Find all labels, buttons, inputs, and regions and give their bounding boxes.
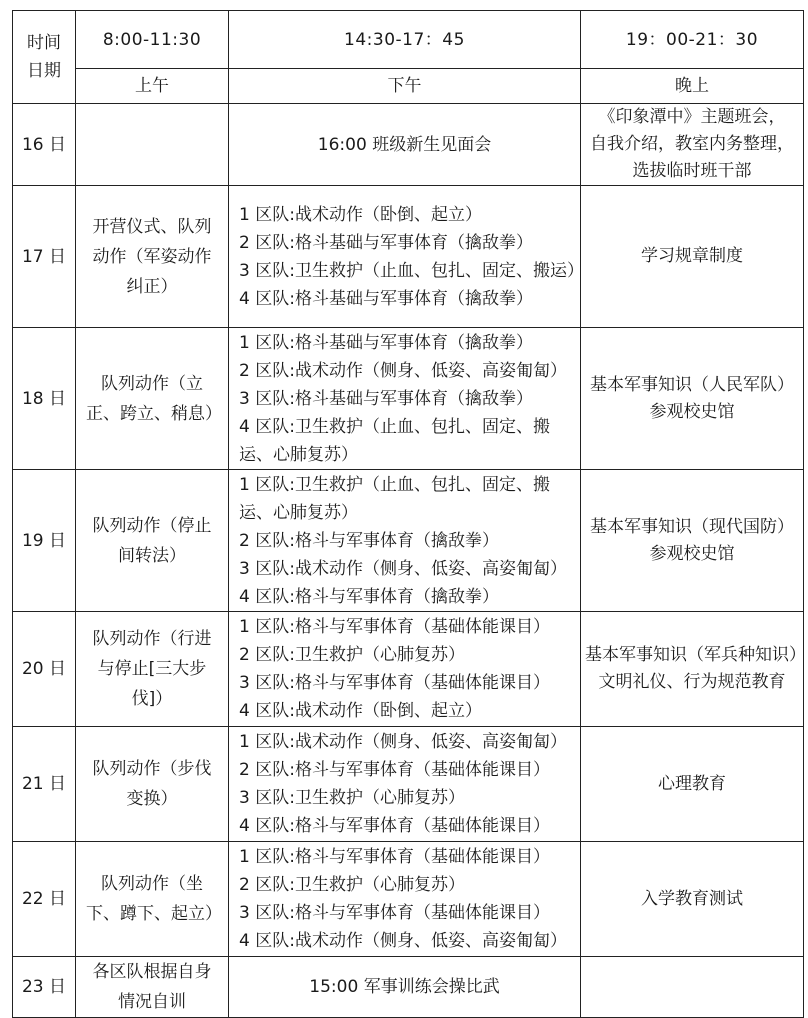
squad-assignment: 4 区队:战术动作（卧倒、起立） — [239, 701, 482, 721]
squad-assignment: 1 区队:格斗基础与军事体育（擒敌拳） — [239, 332, 533, 353]
morning-activity-cell: 队列动作（行进与停止[三大步伐]） — [76, 612, 229, 727]
squad-assignment: 4 区队:卫生救护（止血、包扎、固定、搬运、心肺复苏） — [239, 416, 550, 465]
afternoon-activity-cell — [229, 328, 581, 470]
evening-activity-cell — [581, 957, 804, 1018]
morning-time: 8:00-11:30 — [76, 11, 229, 69]
table-row — [13, 727, 804, 842]
evening-activity-line: 选拔临时班干部 — [632, 161, 752, 181]
time-header-row — [13, 11, 804, 69]
evening-activity-cell — [581, 842, 804, 957]
table-row — [13, 470, 804, 612]
squad-assignment: 1 区队:卫生救护（止血、包扎、固定、搬运、心肺复苏） — [239, 474, 550, 523]
squad-assignment: 3 区队:战术动作（侧身、低姿、高姿匍匐） — [239, 558, 567, 579]
squad-assignment: 2 区队:战术动作（侧身、低姿、高姿匍匐） — [239, 360, 567, 381]
evening-activity-line: 入学教育测试 — [641, 888, 743, 909]
afternoon-time: 14:30-17：45 — [229, 11, 581, 69]
date-cell: 17 日 — [13, 186, 76, 328]
evening-label: 晚上 — [581, 69, 804, 104]
squad-assignment: 4 区队:格斗与军事体育（基础体能课目） — [239, 816, 550, 836]
squad-assignment: 2 区队:格斗基础与军事体育（擒敌拳） — [239, 232, 533, 253]
date-cell: 19 日 — [13, 470, 76, 612]
squad-assignment: 3 区队:格斗与军事体育（基础体能课目） — [239, 903, 550, 923]
afternoon-activity-cell — [229, 104, 581, 186]
afternoon-event: 15:00 军事训练会操比武 — [309, 977, 500, 997]
squad-assignment: 3 区队:卫生救护（心肺复苏） — [239, 788, 465, 808]
squad-assignment: 2 区队:卫生救护（心肺复苏） — [239, 875, 465, 895]
afternoon-activity-cell — [229, 842, 581, 957]
date-cell: 20 日 — [13, 612, 76, 727]
morning-activity-cell: 队列动作（坐下、蹲下、起立） — [76, 842, 229, 957]
afternoon-activity-cell — [229, 727, 581, 842]
evening-activity-line: 心理教育 — [658, 773, 726, 794]
squad-assignment: 2 区队:卫生救护（心肺复苏） — [239, 645, 465, 665]
table-row — [13, 842, 804, 957]
date-cell: 22 日 — [13, 842, 76, 957]
squad-assignment: 3 区队:卫生救护（止血、包扎、固定、搬运） — [239, 260, 584, 281]
table-row — [13, 957, 804, 1018]
evening-activity-line: 参观校史馆 — [649, 543, 735, 564]
evening-activity-line: 参观校史馆 — [649, 401, 735, 422]
morning-label: 上午 — [76, 69, 229, 104]
squad-assignment: 4 区队:格斗与军事体育（擒敌拳） — [239, 586, 499, 607]
corner-header-cell — [13, 11, 76, 104]
evening-activity-line: 自我介绍，教室内务整理， — [590, 134, 794, 154]
period-header-row — [13, 69, 804, 104]
evening-activity-line: 文明礼仪、行为规范教育 — [598, 672, 786, 692]
evening-activity-line: 基本军事知识（军兵种知识） — [585, 645, 806, 665]
date-cell: 23 日 — [13, 957, 76, 1018]
squad-assignment: 3 区队:格斗与军事体育（基础体能课目） — [239, 673, 550, 693]
morning-activity-cell — [76, 104, 229, 186]
afternoon-activity-cell — [229, 612, 581, 727]
squad-assignment: 2 区队:格斗与军事体育（基础体能课目） — [239, 760, 550, 780]
schedule-body — [13, 104, 804, 1018]
date-cell: 16 日 — [13, 104, 76, 186]
morning-activity-cell: 队列动作（停止间转法） — [76, 470, 229, 612]
schedule-table — [12, 10, 804, 1018]
squad-assignment: 4 区队:格斗基础与军事体育（擒敌拳） — [239, 288, 533, 309]
evening-activity-line: 《印象潭中》主题班会， — [598, 107, 786, 127]
afternoon-event: 16:00 班级新生见面会 — [317, 134, 492, 155]
evening-activity-cell — [581, 612, 804, 727]
table-row — [13, 104, 804, 186]
evening-activity-cell — [581, 186, 804, 328]
evening-activity-cell — [581, 104, 804, 186]
evening-time: 19：00-21：30 — [581, 11, 804, 69]
afternoon-activity-cell — [229, 957, 581, 1018]
table-row — [13, 328, 804, 470]
table-row — [13, 612, 804, 727]
squad-assignment: 1 区队:战术动作（侧身、低姿、高姿匍匐） — [239, 732, 567, 752]
evening-activity-line: 学习规章制度 — [641, 246, 743, 266]
afternoon-label: 下午 — [229, 69, 581, 104]
table-row — [13, 186, 804, 328]
morning-activity-cell: 各区队根据自身情况自训 — [76, 957, 229, 1018]
corner-time-label: 时间 — [27, 33, 61, 53]
morning-activity-cell: 队列动作（立正、跨立、稍息） — [76, 328, 229, 470]
afternoon-activity-cell — [229, 186, 584, 328]
squad-assignment: 1 区队:格斗与军事体育（基础体能课目） — [239, 617, 550, 637]
evening-activity-line: 基本军事知识（现代国防） — [590, 516, 794, 537]
evening-activity-cell — [581, 727, 804, 842]
morning-activity-cell: 队列动作（步伐变换） — [76, 727, 229, 842]
corner-date-label: 日期 — [27, 61, 61, 81]
evening-activity-line: 基本军事知识（人民军队） — [590, 374, 794, 395]
morning-activity-cell: 开营仪式、队列动作（军姿动作纠正） — [76, 186, 229, 328]
squad-assignment: 2 区队:格斗与军事体育（擒敌拳） — [239, 530, 499, 551]
evening-activity-cell — [581, 328, 804, 470]
date-cell: 18 日 — [13, 328, 76, 470]
afternoon-activity-cell — [229, 470, 581, 612]
squad-assignment: 1 区队:格斗与军事体育（基础体能课目） — [239, 847, 550, 867]
evening-activity-cell — [581, 470, 804, 612]
squad-assignment: 3 区队:格斗基础与军事体育（擒敌拳） — [239, 388, 533, 409]
squad-assignment: 4 区队:战术动作（侧身、低姿、高姿匍匐） — [239, 931, 567, 951]
squad-assignment: 1 区队:战术动作（卧倒、起立） — [239, 204, 482, 225]
date-cell: 21 日 — [13, 727, 76, 842]
